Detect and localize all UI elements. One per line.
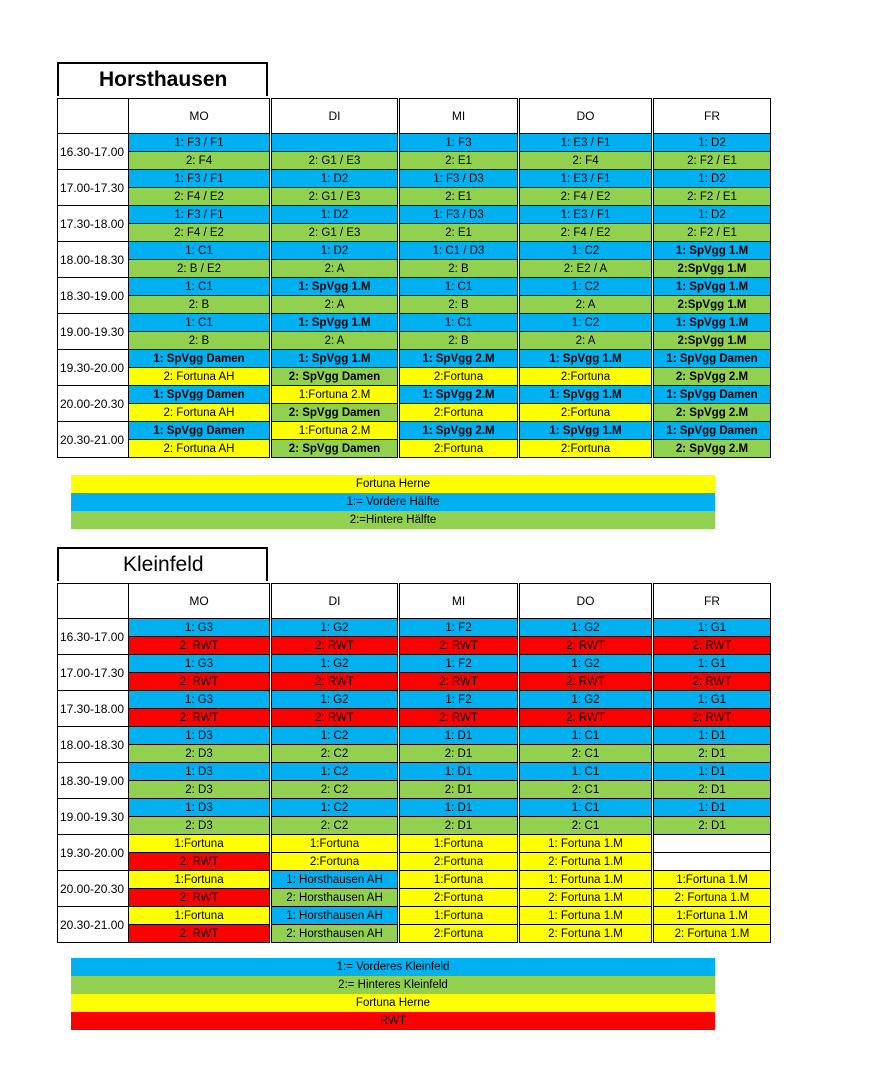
day-header-mo: MO	[129, 584, 271, 619]
schedule-row	[58, 745, 771, 763]
slot-cell-mi: 1: D1	[399, 763, 519, 781]
slot-cell-fr: 1: SpVgg 1.M	[653, 242, 771, 260]
slot-cell-fr	[653, 853, 771, 871]
slot-cell-di: 1: SpVgg 1.M	[271, 314, 399, 332]
schedule-row	[58, 440, 771, 458]
slot-cell-do: 2: E2 / A	[519, 260, 653, 278]
slot-cell-do: 2:Fortuna	[519, 440, 653, 458]
slot-cell-mo: 1: G3	[129, 655, 271, 673]
legend-entry: 2:=Hintere Hälfte	[71, 511, 715, 529]
time-slot-label: 17.00-17.30	[58, 655, 129, 691]
day-header-do: DO	[519, 99, 653, 134]
slot-cell-do: 2: F4	[519, 152, 653, 170]
slot-cell-mo: 1: SpVgg Damen	[129, 350, 271, 368]
slot-cell-mo: 2: F4	[129, 152, 271, 170]
slot-cell-di: 1: G2	[271, 655, 399, 673]
slot-cell-mo: 2: RWT	[129, 709, 271, 727]
day-header-mi: MI	[399, 584, 519, 619]
slot-cell-mi: 2: B	[399, 296, 519, 314]
slot-cell-do: 2: F4 / E2	[519, 224, 653, 242]
slot-cell-mi: 2: D1	[399, 745, 519, 763]
slot-cell-di: 2: G1 / E3	[271, 188, 399, 206]
slot-cell-di: 2: G1 / E3	[271, 224, 399, 242]
slot-cell-di: 2:Fortuna	[271, 853, 399, 871]
slot-cell-fr: 2: Fortuna 1.M	[653, 925, 771, 943]
slot-cell-fr: 2:SpVgg 1.M	[653, 296, 771, 314]
slot-cell-mo: 2: Fortuna AH	[129, 404, 271, 422]
slot-cell-fr: 2: SpVgg 2.M	[653, 440, 771, 458]
day-header-fr: FR	[653, 99, 771, 134]
slot-cell-fr: 2: F2 / E1	[653, 224, 771, 242]
slot-cell-mo: 1: F3 / F1	[129, 206, 271, 224]
legend-entry: 1:= Vordere Hälfte	[71, 493, 715, 511]
slot-cell-fr: 2: RWT	[653, 637, 771, 655]
time-slot-label: 20.00-20.30	[58, 386, 129, 422]
day-header-di: DI	[271, 99, 399, 134]
time-slot-label: 18.30-19.00	[58, 278, 129, 314]
slot-cell-di: 1: G2	[271, 619, 399, 637]
slot-cell-di	[271, 134, 399, 152]
schedule-row	[58, 637, 771, 655]
slot-cell-mi: 1: SpVgg 2.M	[399, 422, 519, 440]
slot-cell-do: 2: Fortuna 1.M	[519, 925, 653, 943]
slot-cell-mi: 1: F2	[399, 619, 519, 637]
slot-cell-mi: 2: D1	[399, 781, 519, 799]
slot-cell-di: 1: Horsthausen AH	[271, 907, 399, 925]
slot-cell-di: 2: Horsthausen AH	[271, 925, 399, 943]
slot-cell-mi: 1:Fortuna	[399, 907, 519, 925]
time-slot-label: 19.00-19.30	[58, 314, 129, 350]
slot-cell-do: 1: C1	[519, 727, 653, 745]
slot-cell-mi: 1: C1	[399, 314, 519, 332]
slot-cell-di: 1: SpVgg 1.M	[271, 350, 399, 368]
slot-cell-do: 1: SpVgg 1.M	[519, 422, 653, 440]
slot-cell-mo: 2: RWT	[129, 925, 271, 943]
slot-cell-fr: 1: D2	[653, 170, 771, 188]
slot-cell-di: 2: A	[271, 296, 399, 314]
time-slot-label: 19.30-20.00	[58, 350, 129, 386]
schedule-row	[58, 224, 771, 242]
corner-cell	[58, 584, 129, 619]
slot-cell-mi: 2:Fortuna	[399, 440, 519, 458]
schedule-row	[58, 655, 771, 673]
slot-cell-do: 1: C1	[519, 799, 653, 817]
slot-cell-fr: 1: D1	[653, 727, 771, 745]
schedule-row	[58, 853, 771, 871]
slot-cell-fr: 1:Fortuna 1.M	[653, 871, 771, 889]
time-slot-label: 18.00-18.30	[58, 727, 129, 763]
slot-cell-mo: 1: D3	[129, 799, 271, 817]
slot-cell-di: 2: RWT	[271, 709, 399, 727]
slot-cell-mi: 1: F3 / D3	[399, 206, 519, 224]
kleinfeld-title: Kleinfeld	[57, 547, 268, 581]
slot-cell-fr: 1: D2	[653, 134, 771, 152]
time-slot-label: 18.00-18.30	[58, 242, 129, 278]
schedule-row	[58, 619, 771, 637]
slot-cell-do: 2: RWT	[519, 709, 653, 727]
slot-cell-mi: 1: F3	[399, 134, 519, 152]
slot-cell-fr: 2: D1	[653, 817, 771, 835]
time-slot-label: 19.30-20.00	[58, 835, 129, 871]
slot-cell-mo: 1: C1	[129, 278, 271, 296]
slot-cell-fr: 2: D1	[653, 745, 771, 763]
slot-cell-do: 1: SpVgg 1.M	[519, 386, 653, 404]
slot-cell-mo: 1:Fortuna	[129, 835, 271, 853]
slot-cell-di: 1:Fortuna 2.M	[271, 386, 399, 404]
slot-cell-fr	[653, 835, 771, 853]
slot-cell-fr: 2: F2 / E1	[653, 188, 771, 206]
slot-cell-mi: 1: SpVgg 2.M	[399, 386, 519, 404]
schedule-row	[58, 817, 771, 835]
schedule-row	[58, 314, 771, 332]
slot-cell-mi: 2: D1	[399, 817, 519, 835]
slot-cell-mi: 2: B	[399, 332, 519, 350]
schedule-row	[58, 422, 771, 440]
slot-cell-di: 1: D2	[271, 206, 399, 224]
slot-cell-do: 1: SpVgg 1.M	[519, 350, 653, 368]
slot-cell-mo: 1: F3 / F1	[129, 170, 271, 188]
horsthausen-schedule-table	[57, 98, 771, 458]
horsthausen-legend	[71, 475, 715, 529]
slot-cell-fr: 2:SpVgg 1.M	[653, 260, 771, 278]
schedule-row	[58, 260, 771, 278]
slot-cell-di: 1:Fortuna	[271, 835, 399, 853]
slot-cell-mo: 2: D3	[129, 817, 271, 835]
slot-cell-mo: 2: Fortuna AH	[129, 440, 271, 458]
schedule-row	[58, 386, 771, 404]
schedule-row	[58, 673, 771, 691]
slot-cell-fr: 2: D1	[653, 781, 771, 799]
corner-cell	[58, 99, 129, 134]
slot-cell-mo: 2: F4 / E2	[129, 188, 271, 206]
slot-cell-di: 1: Horsthausen AH	[271, 871, 399, 889]
slot-cell-mi: 2: E1	[399, 188, 519, 206]
slot-cell-di: 2: C2	[271, 781, 399, 799]
slot-cell-di: 1: C2	[271, 763, 399, 781]
slot-cell-mo: 1: D3	[129, 763, 271, 781]
schedule-row	[58, 835, 771, 853]
schedule-row	[58, 152, 771, 170]
slot-cell-di: 2: Horsthausen AH	[271, 889, 399, 907]
slot-cell-do: 2: Fortuna 1.M	[519, 853, 653, 871]
slot-cell-fr: 1: D1	[653, 799, 771, 817]
slot-cell-do: 2: C1	[519, 817, 653, 835]
slot-cell-do: 1: G2	[519, 691, 653, 709]
slot-cell-mi: 1: SpVgg 2.M	[399, 350, 519, 368]
slot-cell-di: 2: A	[271, 260, 399, 278]
slot-cell-mi: 1: C1	[399, 278, 519, 296]
slot-cell-do: 2: A	[519, 296, 653, 314]
slot-cell-mi: 1: F2	[399, 655, 519, 673]
slot-cell-di: 2: A	[271, 332, 399, 350]
slot-cell-do: 2:Fortuna	[519, 368, 653, 386]
time-slot-label: 17.00-17.30	[58, 170, 129, 206]
slot-cell-di: 1: SpVgg 1.M	[271, 278, 399, 296]
slot-cell-mo: 1: D3	[129, 727, 271, 745]
slot-cell-mi: 2: E1	[399, 152, 519, 170]
slot-cell-do: 1: C2	[519, 314, 653, 332]
slot-cell-di: 2: SpVgg Damen	[271, 404, 399, 422]
slot-cell-mi: 2: RWT	[399, 673, 519, 691]
slot-cell-do: 2: F4 / E2	[519, 188, 653, 206]
slot-cell-fr: 1: G1	[653, 655, 771, 673]
legend-entry: RWT	[71, 1012, 715, 1030]
slot-cell-mi: 1: F3 / D3	[399, 170, 519, 188]
slot-cell-mi: 2:Fortuna	[399, 925, 519, 943]
slot-cell-do: 2: Fortuna 1.M	[519, 889, 653, 907]
slot-cell-do: 1: E3 / F1	[519, 134, 653, 152]
schedule-row	[58, 889, 771, 907]
slot-cell-do: 1: Fortuna 1.M	[519, 871, 653, 889]
schedule-row	[58, 691, 771, 709]
slot-cell-mi: 1: C1 / D3	[399, 242, 519, 260]
slot-cell-do: 2: A	[519, 332, 653, 350]
slot-cell-mo: 2: RWT	[129, 637, 271, 655]
slot-cell-mo: 2: Fortuna AH	[129, 368, 271, 386]
schedule-row	[58, 350, 771, 368]
slot-cell-mo: 2: RWT	[129, 853, 271, 871]
slot-cell-fr: 1: SpVgg 1.M	[653, 314, 771, 332]
slot-cell-mo: 2: RWT	[129, 889, 271, 907]
schedule-row	[58, 134, 771, 152]
schedule-row	[58, 404, 771, 422]
time-slot-label: 17.30-18.00	[58, 206, 129, 242]
schedule-row	[58, 170, 771, 188]
schedule-row	[58, 781, 771, 799]
legend-entry: Fortuna Herne	[71, 994, 715, 1012]
slot-cell-di: 2: RWT	[271, 637, 399, 655]
slot-cell-di: 1:Fortuna 2.M	[271, 422, 399, 440]
slot-cell-mo: 1: C1	[129, 314, 271, 332]
slot-cell-fr: 1:Fortuna 1.M	[653, 907, 771, 925]
time-slot-label: 16.30-17.00	[58, 134, 129, 170]
schedule-row	[58, 332, 771, 350]
slot-cell-do: 1: E3 / F1	[519, 170, 653, 188]
time-slot-label: 20.30-21.00	[58, 907, 129, 943]
slot-cell-di: 2: SpVgg Damen	[271, 368, 399, 386]
schedule-row	[58, 242, 771, 260]
slot-cell-mo: 1:Fortuna	[129, 907, 271, 925]
slot-cell-fr: 2: Fortuna 1.M	[653, 889, 771, 907]
time-slot-label: 18.30-19.00	[58, 763, 129, 799]
slot-cell-di: 1: D2	[271, 242, 399, 260]
slot-cell-di: 1: D2	[271, 170, 399, 188]
slot-cell-di: 2: C2	[271, 745, 399, 763]
slot-cell-mi: 2:Fortuna	[399, 853, 519, 871]
slot-cell-do: 1: C1	[519, 763, 653, 781]
day-header-mi: MI	[399, 99, 519, 134]
slot-cell-mi: 1: D1	[399, 727, 519, 745]
slot-cell-mo: 2: D3	[129, 781, 271, 799]
schedule-row	[58, 907, 771, 925]
slot-cell-fr: 2: RWT	[653, 673, 771, 691]
schedule-row	[58, 206, 771, 224]
legend-entry: 1:= Vorderes Kleinfeld	[71, 958, 715, 976]
slot-cell-fr: 2: RWT	[653, 709, 771, 727]
schedule-row	[58, 727, 771, 745]
slot-cell-di: 2: G1 / E3	[271, 152, 399, 170]
slot-cell-do: 1: G2	[519, 619, 653, 637]
slot-cell-mo: 1:Fortuna	[129, 871, 271, 889]
schedule-row	[58, 278, 771, 296]
slot-cell-fr: 2: SpVgg 2.M	[653, 404, 771, 422]
slot-cell-mo: 1: F3 / F1	[129, 134, 271, 152]
schedule-row	[58, 296, 771, 314]
time-slot-label: 20.00-20.30	[58, 871, 129, 907]
slot-cell-mi: 1: D1	[399, 799, 519, 817]
slot-cell-mo: 1: SpVgg Damen	[129, 422, 271, 440]
schedule-row	[58, 925, 771, 943]
time-slot-label: 17.30-18.00	[58, 691, 129, 727]
kleinfeld-legend	[71, 958, 715, 1030]
slot-cell-fr: 1: SpVgg Damen	[653, 422, 771, 440]
slot-cell-fr: 1: SpVgg 1.M	[653, 278, 771, 296]
slot-cell-mi: 1: F2	[399, 691, 519, 709]
slot-cell-fr: 2: SpVgg 2.M	[653, 368, 771, 386]
schedule-row	[58, 709, 771, 727]
slot-cell-di: 1: C2	[271, 727, 399, 745]
slot-cell-do: 2: C1	[519, 781, 653, 799]
slot-cell-do: 2:Fortuna	[519, 404, 653, 422]
slot-cell-mi: 2:Fortuna	[399, 404, 519, 422]
slot-cell-mo: 2: RWT	[129, 673, 271, 691]
slot-cell-mo: 2: B	[129, 296, 271, 314]
schedule-row	[58, 188, 771, 206]
day-header-fr: FR	[653, 584, 771, 619]
slot-cell-mo: 1: SpVgg Damen	[129, 386, 271, 404]
schedule-row	[58, 763, 771, 781]
time-slot-label: 20.30-21.00	[58, 422, 129, 458]
slot-cell-fr: 1: SpVgg Damen	[653, 350, 771, 368]
slot-cell-mi: 2:Fortuna	[399, 889, 519, 907]
slot-cell-do: 2: RWT	[519, 637, 653, 655]
legend-entry: Fortuna Herne	[71, 475, 715, 493]
slot-cell-do: 1: G2	[519, 655, 653, 673]
schedule-row	[58, 871, 771, 889]
slot-cell-fr: 2: F2 / E1	[653, 152, 771, 170]
slot-cell-mi: 2: B	[399, 260, 519, 278]
slot-cell-do: 1: Fortuna 1.M	[519, 907, 653, 925]
slot-cell-mo: 1: G3	[129, 691, 271, 709]
day-header-mo: MO	[129, 99, 271, 134]
kleinfeld-schedule-table	[57, 583, 771, 943]
slot-cell-mi: 2: E1	[399, 224, 519, 242]
slot-cell-mo: 1: G3	[129, 619, 271, 637]
slot-cell-mo: 2: B	[129, 332, 271, 350]
slot-cell-di: 2: C2	[271, 817, 399, 835]
slot-cell-mo: 2: D3	[129, 745, 271, 763]
slot-cell-di: 2: SpVgg Damen	[271, 440, 399, 458]
slot-cell-fr: 1: G1	[653, 619, 771, 637]
slot-cell-fr: 1: D1	[653, 763, 771, 781]
slot-cell-fr: 1: D2	[653, 206, 771, 224]
slot-cell-di: 1: G2	[271, 691, 399, 709]
slot-cell-mi: 1:Fortuna	[399, 835, 519, 853]
slot-cell-fr: 1: SpVgg Damen	[653, 386, 771, 404]
day-header-do: DO	[519, 584, 653, 619]
slot-cell-do: 1: C2	[519, 278, 653, 296]
schedule-row	[58, 799, 771, 817]
slot-cell-fr: 1: G1	[653, 691, 771, 709]
time-slot-label: 19.00-19.30	[58, 799, 129, 835]
schedule-row	[58, 368, 771, 386]
slot-cell-di: 2: RWT	[271, 673, 399, 691]
slot-cell-mo: 1: C1	[129, 242, 271, 260]
slot-cell-mo: 2: B / E2	[129, 260, 271, 278]
slot-cell-mo: 2: F4 / E2	[129, 224, 271, 242]
slot-cell-do: 1: Fortuna 1.M	[519, 835, 653, 853]
slot-cell-mi: 2: RWT	[399, 637, 519, 655]
horsthausen-title: Horsthausen	[57, 62, 268, 96]
slot-cell-do: 1: E3 / F1	[519, 206, 653, 224]
day-header-di: DI	[271, 584, 399, 619]
legend-entry: 2:= Hinteres Kleinfeld	[71, 976, 715, 994]
slot-cell-do: 1: C2	[519, 242, 653, 260]
slot-cell-mi: 2:Fortuna	[399, 368, 519, 386]
slot-cell-mi: 1:Fortuna	[399, 871, 519, 889]
slot-cell-do: 2: C1	[519, 745, 653, 763]
time-slot-label: 16.30-17.00	[58, 619, 129, 655]
slot-cell-fr: 2:SpVgg 1.M	[653, 332, 771, 350]
slot-cell-do: 2: RWT	[519, 673, 653, 691]
slot-cell-mi: 2: RWT	[399, 709, 519, 727]
slot-cell-di: 1: C2	[271, 799, 399, 817]
